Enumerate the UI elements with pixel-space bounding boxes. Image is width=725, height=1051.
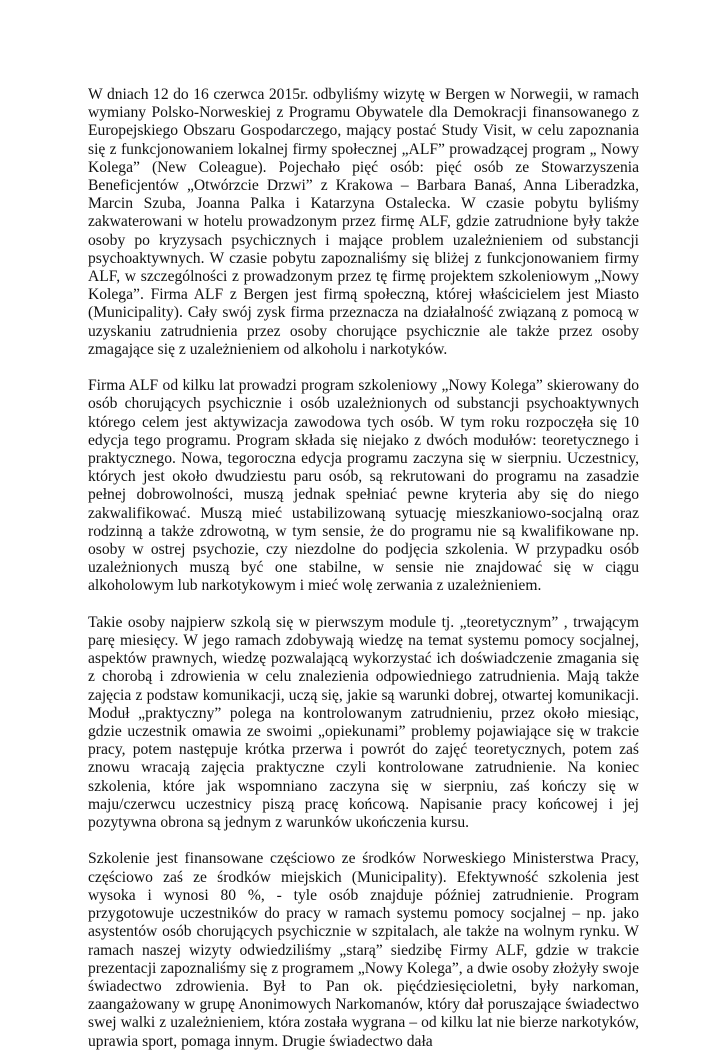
paragraph-program-description: Firma ALF od kilku lat prowadzi program szkoleniowy „Nowy Kolega” skierowany do osób chorujących psychicznie i osób uzależnionych od substancji psychoaktywnych którego celem jest aktywizacja zawodowa tych osób. W tym roku rozpoczęła się 10 edycja tego programu. Program składa się niejako z dwóch modułów: teoretycznego i praktycznego. Nowa, tegoroczna edycja programu zaczyna się w sierpniu. Uczestnicy, których jest około dwudziestu paru osób, są rekrutowani do programu na zasadzie pełnej dobrowolności, muszą jednak spełniać pewne kryteria aby się do niego zakwalifikować. Muszą mieć ustabilizowaną sytuację mieszkaniowo-socjalną oraz rodzinną a także zdrowotną, w tym sensie, że do programu nie są kwalifikowane np. osoby w ostrej psychozie, czy niezdolne do podjęcia szkolenia. W przypadku osób uzależnionych muszą być one stabilne, w sensie nie znajdować się w ciągu alkoholowym lub narkotykowym i mieć wolę zerwania z uzależnieniem. [88,377,639,595]
paragraph-financing-and-testimonies: Szkolenie jest finansowane częściowo ze środków Norweskiego Ministerstwa Pracy, częściowo zaś ze środków miejskich (Municipality). Efektywność szkolenia jest wysoka i wynosi 80 %, - tyle osób znajduje później zatrudnienie. Program przygotowuje uczestników do pracy w ramach systemu pomocy socjalnej – np. jako asystentów osób chorujących psychicznie w szpitalach, ale także na wolnym rynku. W ramach naszej wizyty odwiedziliśmy „starą” siedzibę Firmy ALF, gdzie w trakcie prezentacji zapoznaliśmy się z programem „Nowy Kolega”, a dwie osoby złożyły swoje świadectwo zdrowienia. Był to Pan ok. pięćdziesięcioletni, były narkoman, zaangażowany w grupę Anonimowych Narkomanów, który dał poruszające świadectwo swej walki z uzależnieniem, która została wygrana – od kilku lat nie bierze narkotyków, uprawia sport, pomaga innym. Drugie świadectwo dała [88,850,639,1050]
paragraph-training-modules: Takie osoby najpierw szkolą się w pierwszym module tj. „teoretycznym” , trwającym parę miesięcy. W jego ramach zdobywają wiedzę na temat systemu pomocy socjalnej, aspektów prawnych, wiedzę pozwalającą wykorzystać ich doświadczenie zmagania się z chorobą i zdrowienia w celu znalezienia odpowiedniego zatrudnienia. Mają także zajęcia z podstaw komunikacji, uczą się, jakie są warunki dobrej, otwartej komunikacji. Moduł „praktyczny” polega na kontrolowanym zatrudnieniu, przez około miesiąc, gdzie uczestnik omawia ze swoimi „opiekunami” problemy pojawiające się w trakcie pracy, potem następuje krótka przerwa i powrót do zajęć teoretycznych, potem zaś znowu wracają zajęcia praktyczne czyli kontrolowane zatrudnienie. Na koniec szkolenia, które jak wspomniano zaczyna się w sierpniu, zaś kończy się w maju/czerwcu uczestnicy piszą pracę końcową. Napisanie pracy końcowej i jej pozytywna obrona są jednym z warunków ukończenia kursu. [88,613,639,832]
document-body [88,86,639,1051]
paragraph-study-visit: W dniach 12 do 16 czerwca 2015r. odbyliśmy wizytę w Bergen w Norwegii, w ramach wymiany Polsko-Norweskiej z Programu Obywatele dla Demokracji finansowanego z Europejskiego Obszaru Gospodarczego, mający postać Study Visit, w celu zapoznania się z funkcjonowaniem lokalnej firmy społecznej „ALF” prowadzącej program „ Nowy Kolega” (New Coleague). Pojechało pięć osób: pięć osób ze Stowarzyszenia Beneficjentów „Otwórzcie Drzwi” z Krakowa – Barbara Banaś, Anna Liberadzka, Marcin Szuba, Joanna Palka i Katarzyna Ostalecka. W czasie pobytu byliśmy zakwaterowani w hotelu prowadzonym przez firmę ALF, gdzie zatrudnione były także osoby po kryzysach psychicznych i mające problem uzależnieniem od substancji psychoaktywnych. W czasie pobytu zapoznaliśmy się bliżej z funkcjonowaniem firmy ALF, w szczególności z prowadzonym przez tę firmę projektem szkoleniowym „Nowy Kolega”. Firma ALF z Bergen jest firmą społeczną, której właścicielem jest Miasto (Municipality). Cały swój zysk firma przeznacza na działalność związaną z pomocą w uzyskaniu zatrudnienia przez osoby chorujące psychicznie ale także przez osoby zmagające się z uzależnieniem od alkoholu i narkotyków. [88,86,639,358]
